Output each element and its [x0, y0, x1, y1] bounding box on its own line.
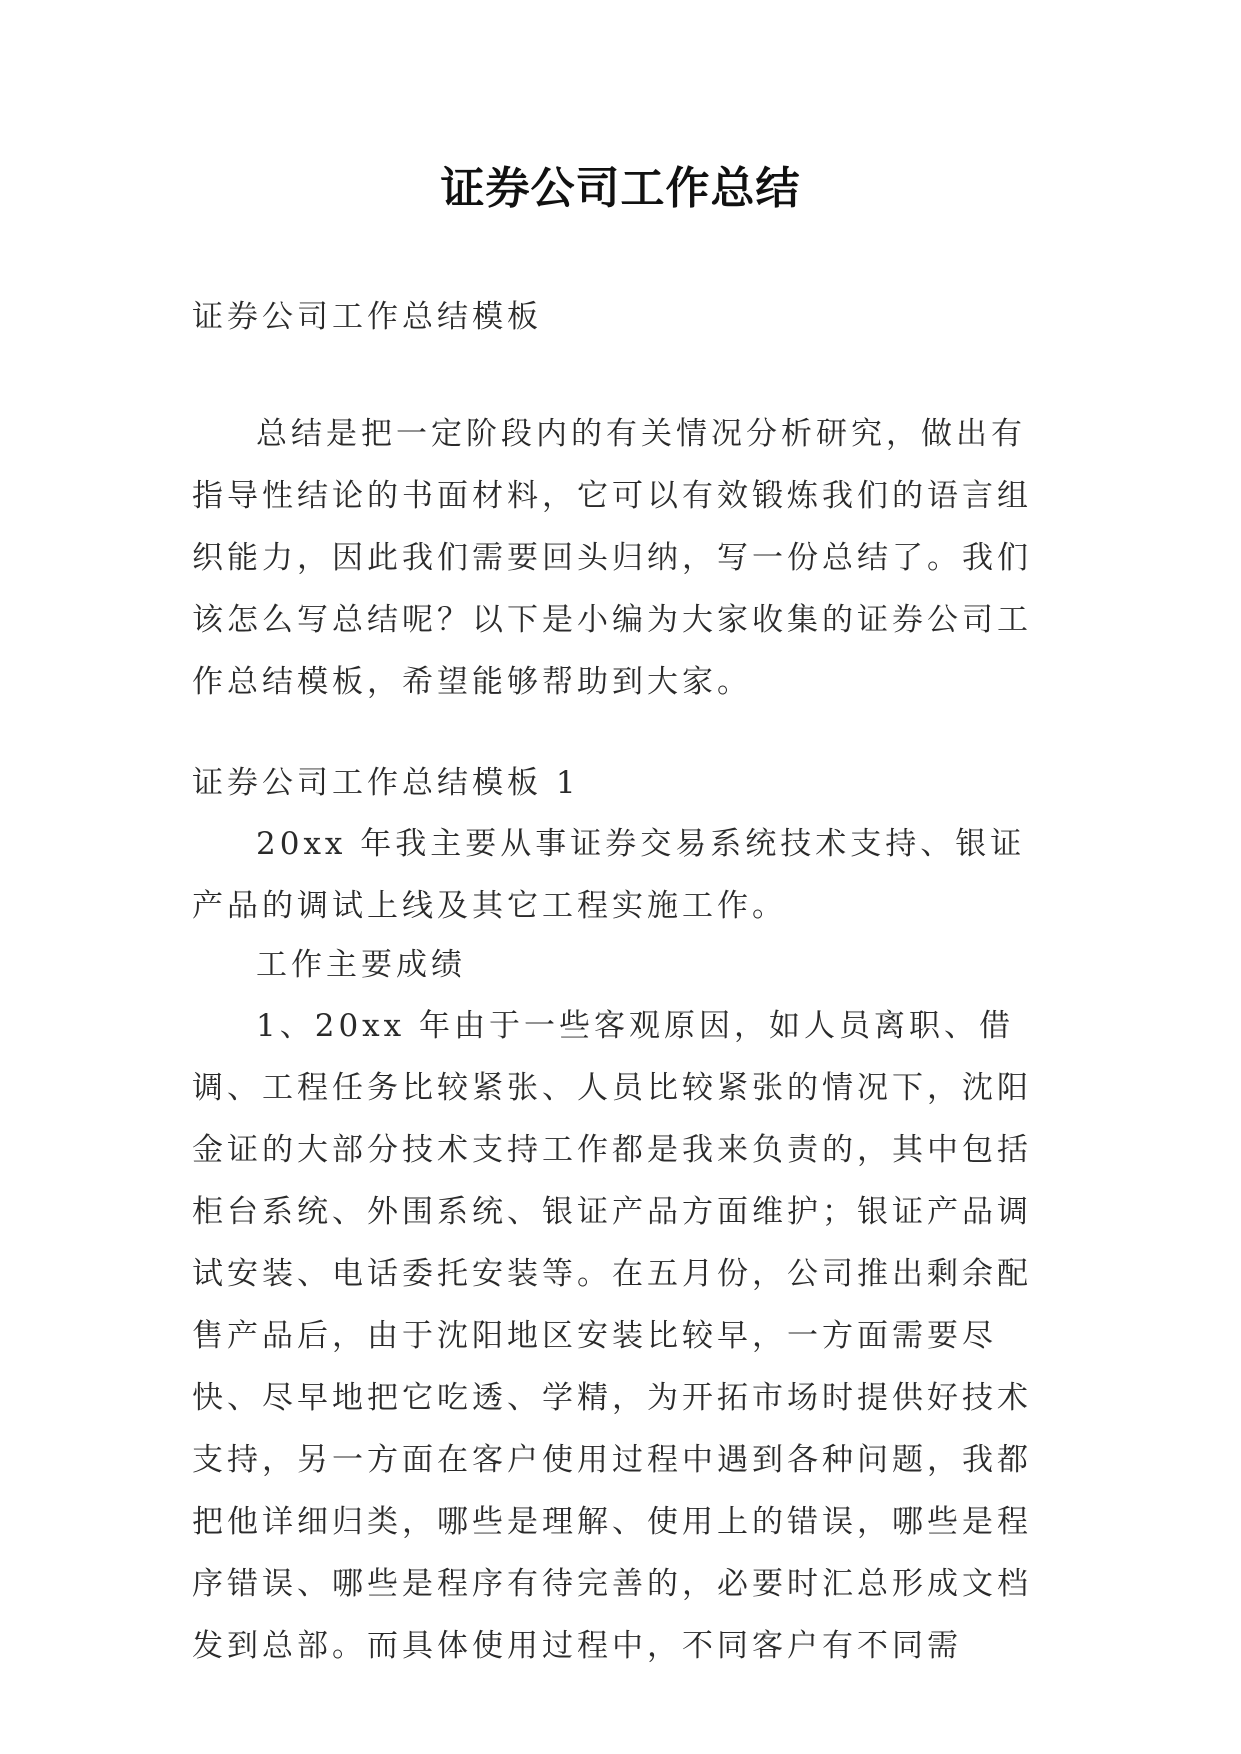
paragraph-2: 1、20xx 年由于一些客观原因，如人员离职、借调、工程任务比较紧张、人员比较紧张的情况下，沈阳金证的大部分技术支持工作都是我来负责的，其中包括柜台系统、外围系统、银证产品方面维护；银证产品调试安装、电话委托安装等。在五月份，公司推出剩余配售产品后，由于沈阳地区安装比较早，一方面需要尽快、尽早地把它吃透、学精，为开拓市场时提供好技术支持，另一方面在客户使用过程中遇到各种问题，我都把他详细归类，哪些是理解、使用上的错误，哪些是程序错误、哪些是程序有待完善的，必要时汇总形成文档发到总部。而具体使用过程中，不同客户有不同需 [192, 1008, 1032, 1664]
intro-paragraph: 总结是把一定阶段内的有关情况分析研究，做出有指导性结论的书面材料，它可以有效锻炼我们的语言组织能力，因此我们需要回头归纳，写一份总结了。我们该怎么写总结呢？以下是小编为大家收集的证券公司工作总结模板，希望能够帮助到大家。 [192, 416, 1032, 700]
section-heading-achievements: 工作主要成绩 [256, 947, 466, 983]
section-title: 证券公司工作总结模板 1 [192, 765, 580, 801]
paragraph-1: 20xx 年我主要从事证券交易系统技术支持、银证产品的调试上线及其它工程实施工作。 [192, 826, 1026, 924]
document-title: 证券公司工作总结 [440, 163, 801, 214]
document-subtitle: 证券公司工作总结模板 [192, 299, 542, 335]
